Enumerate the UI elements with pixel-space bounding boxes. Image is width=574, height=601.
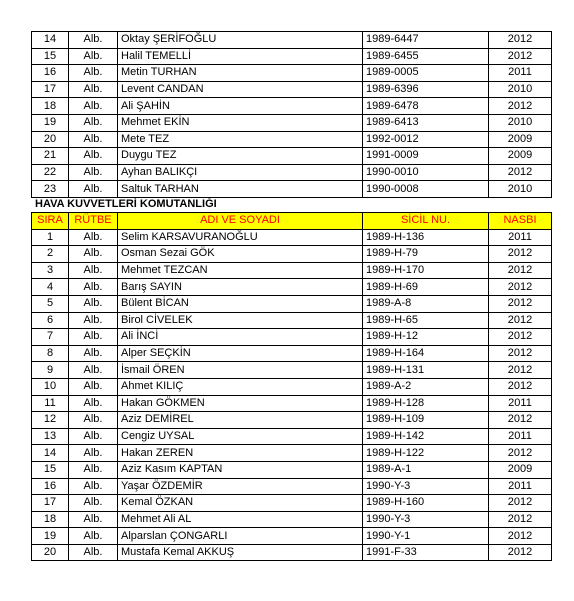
- cell-sira: 5: [32, 295, 69, 312]
- cell-adi-soyadi: Bülent BİCAN: [118, 295, 363, 312]
- cell-rutbe: Alb.: [69, 32, 118, 49]
- cell-sicil-nu: 1991-F-33: [363, 544, 489, 561]
- table-row: [32, 362, 552, 379]
- table-row: [32, 295, 552, 312]
- cell-sicil-nu: 1989-0005: [363, 65, 489, 82]
- cell-rutbe: Alb.: [69, 279, 118, 296]
- cell-rutbe: Alb.: [69, 412, 118, 429]
- previous-section-table: [31, 31, 552, 198]
- cell-nasbi: 2012: [489, 378, 552, 395]
- header-adi-soyadi: ADI VE SOYADI: [118, 213, 363, 230]
- cell-rutbe: Alb.: [69, 164, 118, 181]
- cell-nasbi: 2011: [489, 395, 552, 412]
- cell-sira: 6: [32, 312, 69, 329]
- table-row: [32, 461, 552, 478]
- table-row: [32, 81, 552, 98]
- cell-nasbi: 2011: [489, 229, 552, 246]
- cell-rutbe: Alb.: [69, 295, 118, 312]
- table-row: [32, 412, 552, 429]
- cell-rutbe: Alb.: [69, 378, 118, 395]
- cell-rutbe: Alb.: [69, 114, 118, 131]
- table-row: [32, 345, 552, 362]
- cell-sicil-nu: 1989-A-1: [363, 461, 489, 478]
- table-row: [32, 98, 552, 115]
- cell-nasbi: 2009: [489, 461, 552, 478]
- table-row: [32, 229, 552, 246]
- cell-adi-soyadi: Saltuk TARHAN: [118, 181, 363, 198]
- cell-sicil-nu: 1989-H-142: [363, 428, 489, 445]
- cell-adi-soyadi: Ahmet KILIÇ: [118, 378, 363, 395]
- cell-nasbi: 2009: [489, 131, 552, 148]
- cell-nasbi: 2012: [489, 262, 552, 279]
- cell-adi-soyadi: Mustafa Kemal AKKUŞ: [118, 544, 363, 561]
- cell-sicil-nu: 1990-0008: [363, 181, 489, 198]
- table-row: [32, 246, 552, 263]
- table-row: [32, 181, 552, 198]
- cell-nasbi: 2012: [489, 279, 552, 296]
- cell-nasbi: 2012: [489, 445, 552, 462]
- cell-nasbi: 2011: [489, 478, 552, 495]
- header-rutbe: RÜTBE: [69, 213, 118, 230]
- cell-adi-soyadi: Ali ŞAHİN: [118, 98, 363, 115]
- cell-sicil-nu: 1990-Y-3: [363, 511, 489, 528]
- cell-rutbe: Alb.: [69, 329, 118, 346]
- cell-adi-soyadi: Ayhan BALIKÇI: [118, 164, 363, 181]
- cell-sicil-nu: 1989-6396: [363, 81, 489, 98]
- cell-sicil-nu: 1989-H-69: [363, 279, 489, 296]
- cell-rutbe: Alb.: [69, 148, 118, 165]
- cell-rutbe: Alb.: [69, 461, 118, 478]
- cell-adi-soyadi: Halil TEMELLİ: [118, 48, 363, 65]
- cell-sira: 15: [32, 461, 69, 478]
- cell-sicil-nu: 1990-Y-3: [363, 478, 489, 495]
- cell-adi-soyadi: İsmail ÖREN: [118, 362, 363, 379]
- cell-nasbi: 2011: [489, 428, 552, 445]
- cell-sira: 3: [32, 262, 69, 279]
- cell-sicil-nu: 1992-0012: [363, 131, 489, 148]
- cell-sicil-nu: 1989-H-122: [363, 445, 489, 462]
- table-row: [32, 478, 552, 495]
- cell-adi-soyadi: Duygu TEZ: [118, 148, 363, 165]
- hava-kuvvetleri-body: [32, 229, 552, 561]
- cell-sira: 14: [32, 32, 69, 49]
- cell-sira: 22: [32, 164, 69, 181]
- cell-rutbe: Alb.: [69, 98, 118, 115]
- table-row: [32, 279, 552, 296]
- cell-sicil-nu: 1989-6447: [363, 32, 489, 49]
- cell-adi-soyadi: Mehmet TEZCAN: [118, 262, 363, 279]
- cell-sicil-nu: 1991-0009: [363, 148, 489, 165]
- cell-adi-soyadi: Kemal ÖZKAN: [118, 495, 363, 512]
- cell-rutbe: Alb.: [69, 181, 118, 198]
- table-row: [32, 528, 552, 545]
- cell-sira: 23: [32, 181, 69, 198]
- cell-nasbi: 2010: [489, 114, 552, 131]
- cell-rutbe: Alb.: [69, 65, 118, 82]
- cell-sira: 18: [32, 511, 69, 528]
- cell-rutbe: Alb.: [69, 495, 118, 512]
- cell-rutbe: Alb.: [69, 81, 118, 98]
- cell-adi-soyadi: Cengiz UYSAL: [118, 428, 363, 445]
- table-row: [32, 544, 552, 561]
- cell-sicil-nu: 1989-H-136: [363, 229, 489, 246]
- table-row: [32, 378, 552, 395]
- table-row: [32, 32, 552, 49]
- cell-sicil-nu: 1990-Y-1: [363, 528, 489, 545]
- cell-rutbe: Alb.: [69, 246, 118, 263]
- cell-sira: 16: [32, 65, 69, 82]
- cell-sira: 4: [32, 279, 69, 296]
- cell-rutbe: Alb.: [69, 528, 118, 545]
- cell-sira: 10: [32, 378, 69, 395]
- cell-adi-soyadi: Mete TEZ: [118, 131, 363, 148]
- cell-adi-soyadi: Metin TURHAN: [118, 65, 363, 82]
- cell-adi-soyadi: Selim KARSAVURANOĞLU: [118, 229, 363, 246]
- previous-section-body: [32, 32, 552, 198]
- cell-nasbi: 2012: [489, 412, 552, 429]
- header-sira: SIRA: [32, 213, 69, 230]
- cell-sicil-nu: 1989-6478: [363, 98, 489, 115]
- cell-sira: 14: [32, 445, 69, 462]
- cell-nasbi: 2012: [489, 329, 552, 346]
- cell-sira: 17: [32, 81, 69, 98]
- cell-adi-soyadi: Hakan GÖKMEN: [118, 395, 363, 412]
- cell-adi-soyadi: Aziz DEMİREL: [118, 412, 363, 429]
- table-row: [32, 262, 552, 279]
- cell-sicil-nu: 1989-6455: [363, 48, 489, 65]
- table-row: [32, 395, 552, 412]
- cell-nasbi: 2012: [489, 246, 552, 263]
- cell-rutbe: Alb.: [69, 445, 118, 462]
- cell-adi-soyadi: Ali İNCİ: [118, 329, 363, 346]
- table-row: [32, 312, 552, 329]
- cell-rutbe: Alb.: [69, 544, 118, 561]
- cell-sicil-nu: 1989-H-79: [363, 246, 489, 263]
- cell-sira: 21: [32, 148, 69, 165]
- cell-adi-soyadi: Oktay ŞERİFOĞLU: [118, 32, 363, 49]
- cell-adi-soyadi: Alparslan ÇONGARLI: [118, 528, 363, 545]
- cell-sira: 19: [32, 528, 69, 545]
- cell-rutbe: Alb.: [69, 345, 118, 362]
- cell-adi-soyadi: Osman Sezai GÖK: [118, 246, 363, 263]
- cell-rutbe: Alb.: [69, 478, 118, 495]
- cell-adi-soyadi: Birol CİVELEK: [118, 312, 363, 329]
- cell-rutbe: Alb.: [69, 362, 118, 379]
- cell-sicil-nu: 1989-H-164: [363, 345, 489, 362]
- cell-nasbi: 2010: [489, 181, 552, 198]
- header-sicil-nu: SİCİL NU.: [363, 213, 489, 230]
- cell-sicil-nu: 1989-H-160: [363, 495, 489, 512]
- table-row: [32, 511, 552, 528]
- cell-sira: 16: [32, 478, 69, 495]
- cell-sira: 15: [32, 48, 69, 65]
- table-row: [32, 445, 552, 462]
- table-row: [32, 65, 552, 82]
- cell-nasbi: 2012: [489, 362, 552, 379]
- cell-nasbi: 2009: [489, 148, 552, 165]
- table-row: [32, 48, 552, 65]
- cell-sicil-nu: 1989-A-2: [363, 378, 489, 395]
- cell-sicil-nu: 1989-H-131: [363, 362, 489, 379]
- section-title: HAVA KUVVETLERİ KOMUTANLIĞI: [35, 198, 217, 210]
- cell-sicil-nu: 1989-H-128: [363, 395, 489, 412]
- table-row: [32, 131, 552, 148]
- cell-nasbi: 2012: [489, 495, 552, 512]
- cell-nasbi: 2010: [489, 81, 552, 98]
- cell-sira: 17: [32, 495, 69, 512]
- cell-sira: 12: [32, 412, 69, 429]
- cell-sicil-nu: 1989-H-65: [363, 312, 489, 329]
- cell-sira: 18: [32, 98, 69, 115]
- cell-adi-soyadi: Hakan ZEREN: [118, 445, 363, 462]
- cell-sira: 2: [32, 246, 69, 263]
- cell-rutbe: Alb.: [69, 131, 118, 148]
- cell-adi-soyadi: Barış SAYIN: [118, 279, 363, 296]
- table-row: [32, 164, 552, 181]
- cell-nasbi: 2012: [489, 345, 552, 362]
- cell-nasbi: 2012: [489, 32, 552, 49]
- cell-sicil-nu: 1989-H-170: [363, 262, 489, 279]
- cell-nasbi: 2012: [489, 511, 552, 528]
- table-row: [32, 114, 552, 131]
- header-nasbi: NASBI: [489, 213, 552, 230]
- cell-rutbe: Alb.: [69, 229, 118, 246]
- cell-nasbi: 2012: [489, 295, 552, 312]
- cell-nasbi: 2012: [489, 98, 552, 115]
- cell-sira: 8: [32, 345, 69, 362]
- cell-sira: 20: [32, 131, 69, 148]
- cell-rutbe: Alb.: [69, 511, 118, 528]
- cell-sicil-nu: 1989-H-12: [363, 329, 489, 346]
- cell-sira: 13: [32, 428, 69, 445]
- cell-sicil-nu: 1989-H-109: [363, 412, 489, 429]
- hava-kuvvetleri-table: [31, 212, 552, 561]
- cell-adi-soyadi: Alper SEÇKİN: [118, 345, 363, 362]
- cell-sira: 19: [32, 114, 69, 131]
- cell-rutbe: Alb.: [69, 395, 118, 412]
- cell-nasbi: 2012: [489, 48, 552, 65]
- cell-nasbi: 2012: [489, 164, 552, 181]
- cell-sira: 20: [32, 544, 69, 561]
- cell-sicil-nu: 1990-0010: [363, 164, 489, 181]
- cell-adi-soyadi: Mehmet EKİN: [118, 114, 363, 131]
- cell-rutbe: Alb.: [69, 312, 118, 329]
- cell-adi-soyadi: Mehmet Ali AL: [118, 511, 363, 528]
- cell-rutbe: Alb.: [69, 48, 118, 65]
- cell-nasbi: 2011: [489, 65, 552, 82]
- table-row: [32, 495, 552, 512]
- cell-sira: 9: [32, 362, 69, 379]
- cell-adi-soyadi: Yaşar ÖZDEMİR: [118, 478, 363, 495]
- cell-sicil-nu: 1989-A-8: [363, 295, 489, 312]
- cell-adi-soyadi: Levent CANDAN: [118, 81, 363, 98]
- cell-rutbe: Alb.: [69, 262, 118, 279]
- table-row: [32, 148, 552, 165]
- table-row: [32, 428, 552, 445]
- cell-adi-soyadi: Aziz Kasım KAPTAN: [118, 461, 363, 478]
- table-row: [32, 329, 552, 346]
- cell-nasbi: 2012: [489, 312, 552, 329]
- cell-sicil-nu: 1989-6413: [363, 114, 489, 131]
- cell-sira: 1: [32, 229, 69, 246]
- table-header-row: [32, 213, 552, 230]
- cell-nasbi: 2012: [489, 544, 552, 561]
- cell-nasbi: 2012: [489, 528, 552, 545]
- cell-sira: 7: [32, 329, 69, 346]
- cell-sira: 11: [32, 395, 69, 412]
- cell-rutbe: Alb.: [69, 428, 118, 445]
